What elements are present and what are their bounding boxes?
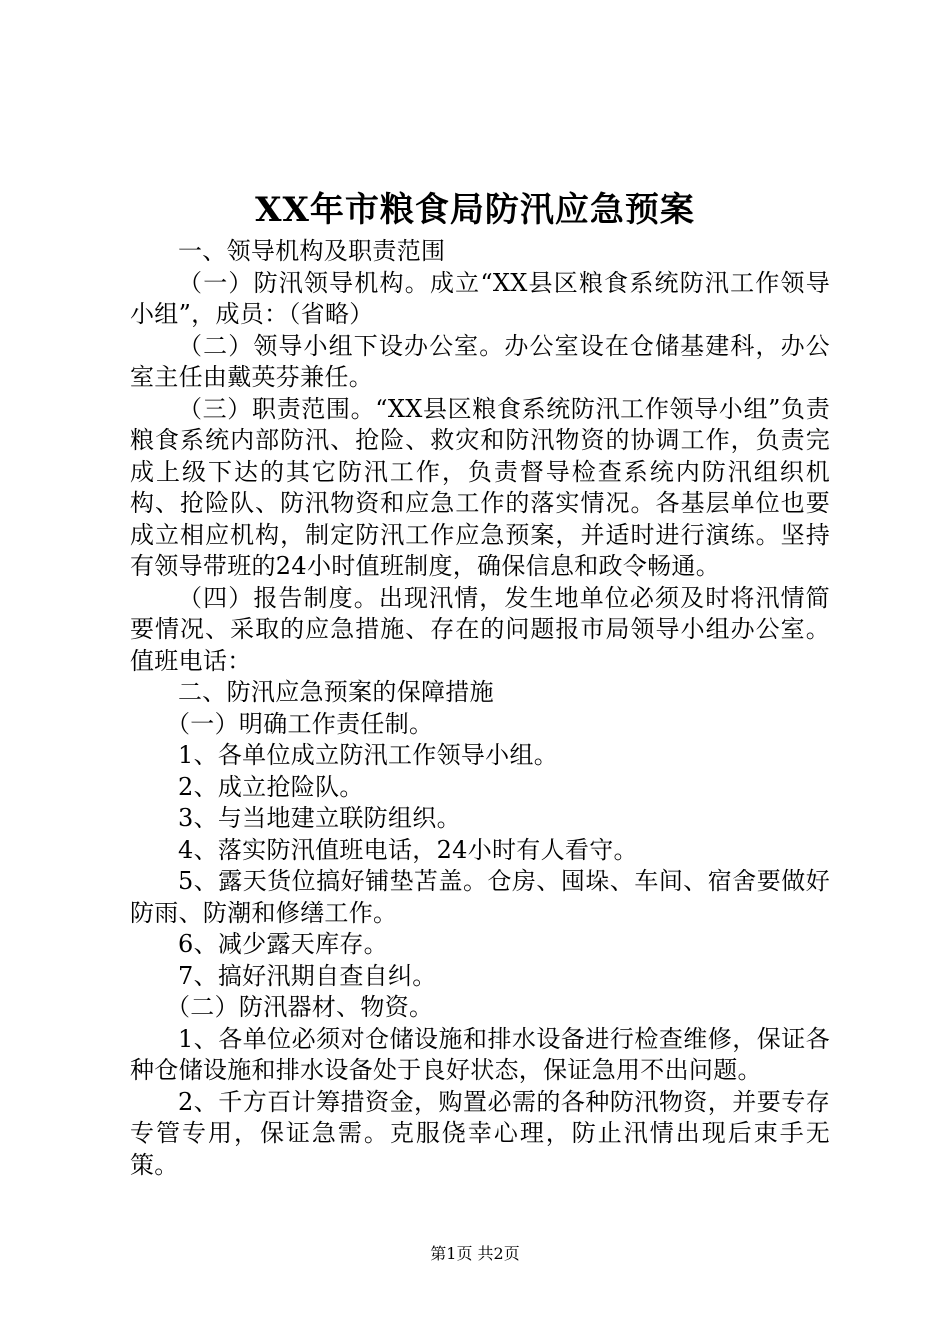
- paragraph-leadership-org: （一）防汛领导机构。成立“XX县区粮食系统防汛工作领导小组”，成员：（省略）: [130, 268, 830, 328]
- paragraph-reporting: （四）报告制度。出现汛情，发生地单位必须及时将汛情简要情况、采取的应急措施、存在的问题报市局领导小组办公室。值班电话：: [130, 583, 830, 675]
- list-item: 7、搞好汛期自查自纠。: [178, 961, 437, 990]
- section-heading-2: 二、防汛应急预案的保障措施: [178, 678, 494, 706]
- paragraph-office: （二）领导小组下设办公室。办公室设在仓储基建科，办公室主任由戴英芬兼任。: [130, 331, 830, 391]
- list-item: 6、减少露天库存。: [178, 930, 388, 958]
- list-item: 1、各单位必须对仓储设施和排水设备进行检查维修，保证各种仓储设施和排水设备处于良好状态，保证急用不出问题。: [130, 1024, 830, 1084]
- list-item: 4、落实防汛值班电话，24小时有人看守。: [178, 835, 638, 864]
- subsection-heading-materials: （二）防汛器材、物资。: [166, 993, 434, 1021]
- page-number-footer: 第1页 共2页: [430, 1244, 520, 1263]
- document-body: [130, 236, 830, 1181]
- section-heading-1: 一、领导机构及职责范围: [178, 237, 446, 265]
- paragraph-responsibilities: （三）职责范围。“XX县区粮食系统防汛工作领导小组”负责粮食系统内部防汛、抢险、救灾和防汛物资的协调工作，负责完成上级下达的其它防汛工作，负责督导检查系统内防汛组织机构、抢险队、防汛物资和应急工作的落实情况。各基层单位也要成立相应机构，制定防汛工作应急预案，并适时进行演练。坚持有领导带班的24小时值班制度，确保信息和政令畅通。: [130, 394, 830, 580]
- subsection-heading-responsibility: （一）明确工作责任制。: [166, 709, 434, 738]
- list-item: 1、各单位成立防汛工作领导小组。: [178, 741, 559, 769]
- list-item: 5、露天货位搞好铺垫苫盖。仓房、囤垛、车间、宿舍要做好防雨、防潮和修缮工作。: [130, 867, 830, 927]
- list-item: 2、千方百计筹措资金，购置必需的各种防汛物资，并要专存专管专用，保证急需。克服侥幸心理，防止汛情出现后束手无策。: [130, 1087, 830, 1179]
- list-item: 3、与当地建立联防组织。: [178, 804, 461, 832]
- list-item: 2、成立抢险队。: [178, 772, 364, 801]
- document-title: XX年市粮食局防汛应急预案: [255, 190, 695, 230]
